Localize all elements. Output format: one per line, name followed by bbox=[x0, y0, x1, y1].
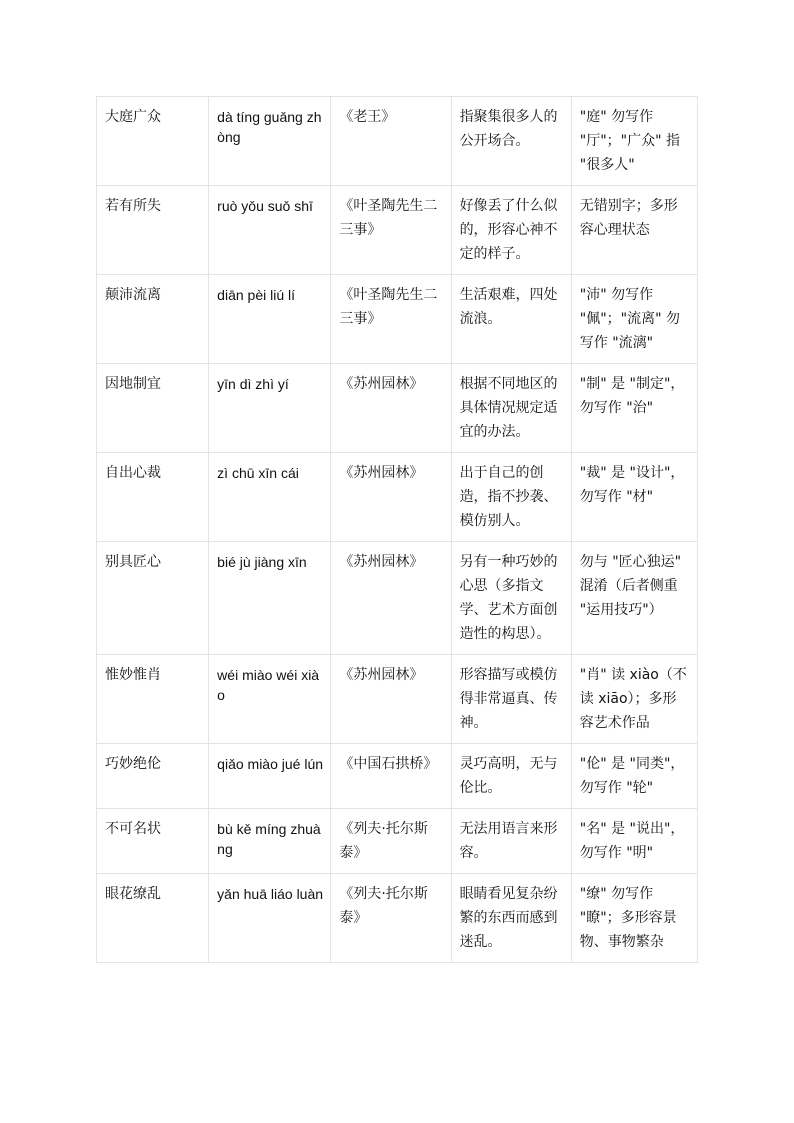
source-cell: 《中国石拱桥》 bbox=[331, 744, 451, 809]
pinyin-cell: zì chū xīn cái bbox=[209, 453, 331, 542]
idiom-cell: 惟妙惟肖 bbox=[97, 655, 209, 744]
source-cell: 《老王》 bbox=[331, 97, 451, 186]
source-cell: 《苏州园林》 bbox=[331, 655, 451, 744]
pinyin-cell: diān pèi liú lí bbox=[209, 275, 331, 364]
note-cell: "沛" 勿写作 "佩"；"流离" 勿写作 "流漓" bbox=[571, 275, 697, 364]
note-cell: 勿与 "匠心独运" 混淆（后者侧重 "运用技巧"） bbox=[571, 542, 697, 655]
meaning-cell: 无法用语言来形容。 bbox=[451, 809, 571, 874]
pinyin-cell: ruò yǒu suǒ shī bbox=[209, 186, 331, 275]
meaning-cell: 好像丢了什么似的，形容心神不定的样子。 bbox=[451, 186, 571, 275]
pinyin-cell: bù kě míng zhuàng bbox=[209, 809, 331, 874]
note-cell: "制" 是 "制定"，勿写作 "治" bbox=[571, 364, 697, 453]
pinyin-cell: bié jù jiàng xīn bbox=[209, 542, 331, 655]
meaning-cell: 另有一种巧妙的心思（多指文学、艺术方面创造性的构思）。 bbox=[451, 542, 571, 655]
note-cell: 无错别字；多形容心理状态 bbox=[571, 186, 697, 275]
source-cell: 《叶圣陶先生二三事》 bbox=[331, 186, 451, 275]
pinyin-cell: qiǎo miào jué lún bbox=[209, 744, 331, 809]
pinyin-cell: dà tíng guǎng zhòng bbox=[209, 97, 331, 186]
source-cell: 《列夫·托尔斯泰》 bbox=[331, 809, 451, 874]
table-row bbox=[97, 364, 698, 453]
meaning-cell: 眼睛看见复杂纷繁的东西而感到迷乱。 bbox=[451, 874, 571, 963]
table-row bbox=[97, 655, 698, 744]
table-row bbox=[97, 542, 698, 655]
table-row bbox=[97, 97, 698, 186]
table-row bbox=[97, 275, 698, 364]
idiom-cell: 颠沛流离 bbox=[97, 275, 209, 364]
idiom-cell: 巧妙绝伦 bbox=[97, 744, 209, 809]
pinyin-cell: wéi miào wéi xiào bbox=[209, 655, 331, 744]
meaning-cell: 出于自己的创造，指不抄袭、模仿别人。 bbox=[451, 453, 571, 542]
source-cell: 《苏州园林》 bbox=[331, 364, 451, 453]
meaning-cell: 形容描写或模仿得非常逼真、传神。 bbox=[451, 655, 571, 744]
idiom-cell: 大庭广众 bbox=[97, 97, 209, 186]
idiom-table bbox=[96, 96, 698, 963]
pinyin-cell: yīn dì zhì yí bbox=[209, 364, 331, 453]
meaning-cell: 指聚集很多人的公开场合。 bbox=[451, 97, 571, 186]
pinyin-cell: yǎn huā liáo luàn bbox=[209, 874, 331, 963]
meaning-cell: 生活艰难，四处流浪。 bbox=[451, 275, 571, 364]
idiom-cell: 若有所失 bbox=[97, 186, 209, 275]
source-cell: 《叶圣陶先生二三事》 bbox=[331, 275, 451, 364]
idiom-cell: 眼花缭乱 bbox=[97, 874, 209, 963]
idiom-cell: 自出心裁 bbox=[97, 453, 209, 542]
note-cell: "裁" 是 "设计"，勿写作 "材" bbox=[571, 453, 697, 542]
note-cell: "庭" 勿写作 "厅"；"广众" 指 "很多人" bbox=[571, 97, 697, 186]
note-cell: "伦" 是 "同类"，勿写作 "轮" bbox=[571, 744, 697, 809]
idiom-table-body bbox=[97, 97, 698, 963]
note-cell: "肖" 读 xiào（不读 xiāo）；多形容艺术作品 bbox=[571, 655, 697, 744]
idiom-cell: 因地制宜 bbox=[97, 364, 209, 453]
note-cell: "名" 是 "说出"，勿写作 "明" bbox=[571, 809, 697, 874]
source-cell: 《列夫·托尔斯泰》 bbox=[331, 874, 451, 963]
meaning-cell: 灵巧高明，无与伦比。 bbox=[451, 744, 571, 809]
source-cell: 《苏州园林》 bbox=[331, 542, 451, 655]
table-row bbox=[97, 874, 698, 963]
table-row bbox=[97, 453, 698, 542]
source-cell: 《苏州园林》 bbox=[331, 453, 451, 542]
note-cell: "缭" 勿写作 "瞭"；多形容景物、事物繁杂 bbox=[571, 874, 697, 963]
idiom-cell: 不可名状 bbox=[97, 809, 209, 874]
meaning-cell: 根据不同地区的具体情况规定适宜的办法。 bbox=[451, 364, 571, 453]
table-row bbox=[97, 744, 698, 809]
table-row bbox=[97, 186, 698, 275]
idiom-cell: 别具匠心 bbox=[97, 542, 209, 655]
table-row bbox=[97, 809, 698, 874]
